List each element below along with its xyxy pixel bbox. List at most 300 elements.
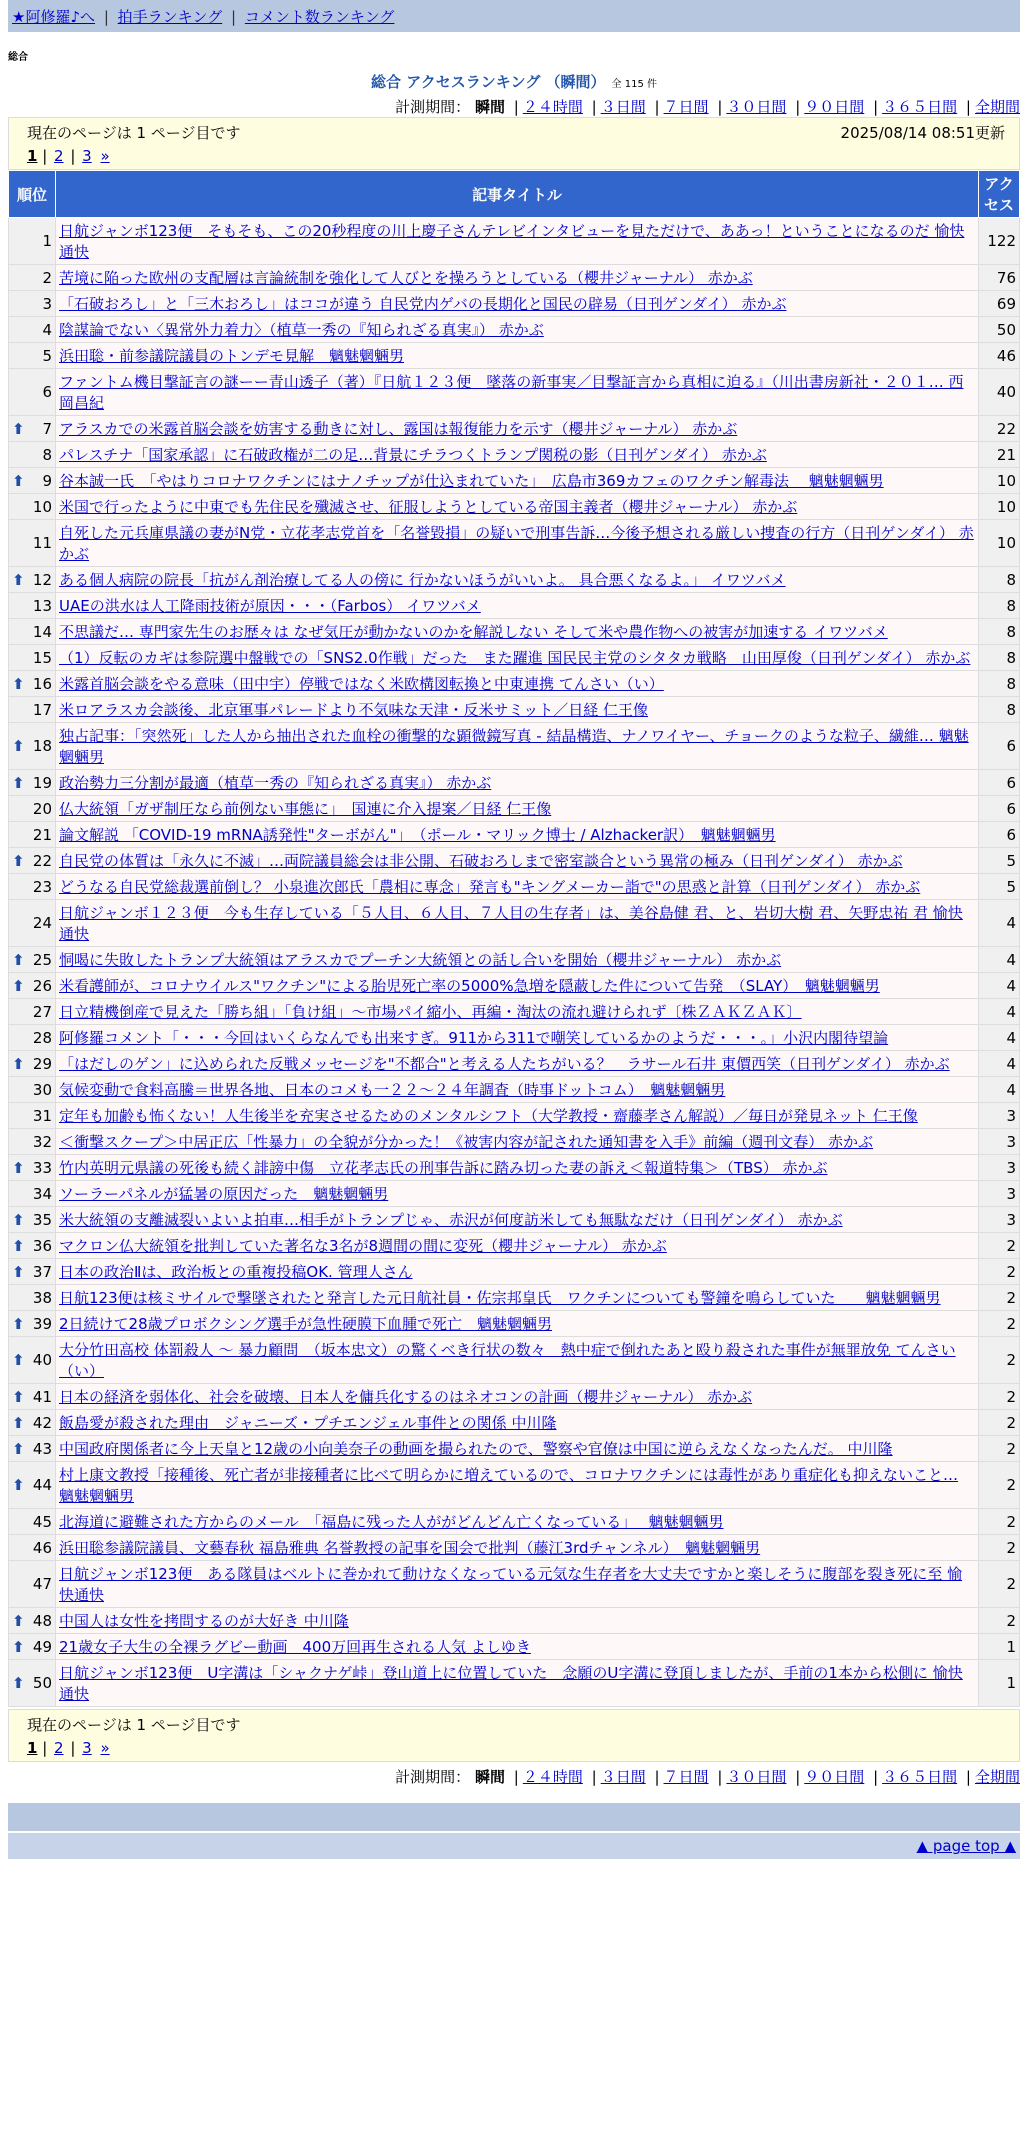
rank-number: 8 bbox=[42, 445, 52, 464]
table-row bbox=[9, 697, 1020, 723]
title-cell bbox=[56, 1181, 979, 1207]
table-row bbox=[9, 770, 1020, 796]
access-count: 4 bbox=[979, 999, 1020, 1025]
article-title-link[interactable]: ソーラーパネルが猛暑の原因だった 魑魅魍魎男 bbox=[59, 1185, 389, 1203]
rank-cell bbox=[9, 723, 56, 770]
page-2-link[interactable]: 2 bbox=[54, 147, 64, 165]
period-separator: | bbox=[873, 1768, 879, 1786]
table-row bbox=[9, 645, 1020, 671]
total-count: 全 115 件 bbox=[611, 79, 657, 90]
rank-cell bbox=[9, 494, 56, 520]
access-count: 2 bbox=[979, 1285, 1020, 1311]
title-cell bbox=[56, 697, 979, 723]
rank-number: 41 bbox=[32, 1387, 52, 1406]
table-row bbox=[9, 1311, 1020, 1337]
article-title-link[interactable]: 北海道に避難された方からのメール 「福島に残った人ががどんどん亡くなっている」 魑魅魍魎男 bbox=[59, 1513, 724, 1531]
access-count: 8 bbox=[979, 697, 1020, 723]
article-title-link[interactable]: 仏大統領「ガザ制圧なら前例ない事態に」 国連に介入提案／日経 仁王像 bbox=[59, 800, 552, 818]
table-row bbox=[9, 1384, 1020, 1410]
rank-cell bbox=[9, 416, 56, 442]
period-separator: | bbox=[591, 1768, 597, 1786]
article-title-link[interactable]: どうなる自民党総裁選前倒し？ 小泉進次郎氏「農相に専念」発言も"キングメーカー詣で"の思惑と計算（日刊ゲンダイ） 赤かぶ bbox=[59, 878, 921, 896]
rank-cell bbox=[9, 369, 56, 416]
rank-up-arrow-icon: ⬆ bbox=[12, 1637, 25, 1656]
rank-cell bbox=[9, 343, 56, 369]
period-selector bbox=[8, 96, 1020, 117]
access-count: 3 bbox=[979, 1155, 1020, 1181]
period-all-link[interactable]: 全期間 bbox=[974, 98, 1020, 116]
article-title-link[interactable]: ファントム機目撃証言の謎ーー青山透子（著）『日航１２３便 墜落の新事実／目撃証言から真相に迫る』（川出書房新社・２０１… 西岡昌紀 bbox=[59, 373, 964, 412]
rank-up-arrow-icon: ⬆ bbox=[12, 1054, 25, 1073]
access-count: 2 bbox=[979, 1436, 1020, 1462]
access-count: 6 bbox=[979, 822, 1020, 848]
table-row bbox=[9, 416, 1020, 442]
article-title-link[interactable]: 日本の経済を弱体化、社会を破壊、日本人を傭兵化するのはネオコンの計画（櫻井ジャーナル） 赤かぶ bbox=[59, 1388, 753, 1406]
rank-cell bbox=[9, 1207, 56, 1233]
article-title-link[interactable]: 2日続けて28歳プロボクシング選手が急性硬膜下血腫で死亡 魑魅魍魎男 bbox=[59, 1315, 552, 1333]
rank-cell bbox=[9, 218, 56, 265]
page-3-link[interactable]: 3 bbox=[82, 1739, 92, 1757]
rank-cell bbox=[9, 874, 56, 900]
rank-up-arrow-icon: ⬆ bbox=[12, 1387, 25, 1406]
pagination-bottom: 1 | 2 | 3 » bbox=[27, 1739, 110, 1757]
title-cell bbox=[56, 369, 979, 416]
table-row bbox=[9, 1077, 1020, 1103]
article-title-link[interactable]: ＜衝撃スクープ＞中居正広「性暴力」の全貌が分かった！《被害内容が記された通知書を入手》前編（週刊文春） 赤かぶ bbox=[59, 1133, 874, 1151]
table-row bbox=[9, 1051, 1020, 1077]
rank-up-arrow-icon: ⬆ bbox=[12, 1210, 25, 1229]
access-count: 69 bbox=[979, 291, 1020, 317]
rank-cell bbox=[9, 947, 56, 973]
asyura-home-link[interactable]: ★阿修羅♪へ bbox=[12, 8, 96, 26]
rank-number: 25 bbox=[32, 950, 52, 969]
rank-number: 45 bbox=[32, 1512, 52, 1531]
page-top-link[interactable]: ▲ page top ▲ bbox=[916, 1837, 1016, 1855]
top-nav-bar bbox=[8, 0, 1020, 32]
title-cell bbox=[56, 1025, 979, 1051]
article-title-link[interactable]: ある個人病院の院長「抗がん剤治療してる人の傍に 行かないほうがいいよ。 具合悪くなるよ。」 イワツバメ bbox=[59, 571, 786, 589]
article-title-link[interactable]: 政治勢力三分割が最適（植草一秀の『知られざる真実』） 赤かぶ bbox=[59, 774, 492, 792]
article-title-link[interactable]: 米国で行ったように中東でも先住民を殲滅させ、征服しようとしている帝国主義者（櫻井ジャーナル） 赤かぶ bbox=[59, 498, 798, 516]
rank-number: 10 bbox=[32, 497, 52, 516]
rank-number: 13 bbox=[32, 596, 52, 615]
rank-number: 39 bbox=[32, 1314, 52, 1333]
rank-up-arrow-icon: ⬆ bbox=[12, 1413, 25, 1432]
period-separator: | bbox=[717, 1768, 723, 1786]
period-365d-link[interactable]: ３６５日間 bbox=[882, 98, 958, 116]
access-count: 8 bbox=[979, 645, 1020, 671]
rank-cell bbox=[9, 848, 56, 874]
title-cell bbox=[56, 645, 979, 671]
period-24h-link[interactable]: ２４時間 bbox=[522, 98, 583, 116]
rank-up-arrow-icon: ⬆ bbox=[12, 1476, 25, 1494]
page-1-current: 1 bbox=[27, 1739, 38, 1757]
period-3d-link[interactable]: ３日間 bbox=[600, 98, 646, 116]
article-title-link[interactable]: （1）反転のカギは参院選中盤戦での「SNS2.0作戦」だった また躍進 国民民主党のシタタカ戦略 山田厚俊（日刊ゲンダイ） 赤かぶ bbox=[59, 649, 971, 667]
rank-up-arrow-icon: ⬆ bbox=[12, 737, 25, 755]
rank-number: 37 bbox=[32, 1262, 52, 1281]
rank-number: 43 bbox=[32, 1439, 52, 1458]
rank-cell bbox=[9, 1462, 56, 1509]
table-row bbox=[9, 1233, 1020, 1259]
rank-number: 4 bbox=[42, 320, 52, 339]
period-separator: | bbox=[513, 98, 519, 116]
rank-cell bbox=[9, 999, 56, 1025]
title-cell bbox=[56, 900, 979, 947]
rank-cell bbox=[9, 1051, 56, 1077]
title-cell bbox=[56, 1608, 979, 1634]
table-row bbox=[9, 369, 1020, 416]
article-title-link[interactable]: 苦境に陥った欧州の支配層は言論統制を強化して人びとを操ろうとしている（櫻井ジャーナル） 赤かぶ bbox=[59, 269, 753, 287]
article-title-link[interactable]: 論文解説 「COVID-19 mRNA誘発性"ターボがん"」 （ポール・マリック博士 / Alzhacker訳） 魑魅魍魎男 bbox=[59, 826, 776, 844]
article-title-link[interactable]: アラスカでの米露首脳会談を妨害する動きに対し、露国は報復能力を示す（櫻井ジャーナル） 赤かぶ bbox=[59, 420, 738, 438]
access-count: 2 bbox=[979, 1535, 1020, 1561]
title-cell bbox=[56, 1509, 979, 1535]
period-current: 瞬間 bbox=[474, 1768, 505, 1786]
article-title-link[interactable]: 「石破おろし」と「三木おろし」はココが違う 自民党内ゲバの長期化と国民の辟易（日刊ゲンダイ） 赤かぶ bbox=[59, 295, 787, 313]
table-row bbox=[9, 468, 1020, 494]
rank-number: 26 bbox=[32, 976, 52, 995]
rank-number: 15 bbox=[32, 648, 52, 667]
table-row bbox=[9, 265, 1020, 291]
table-row bbox=[9, 593, 1020, 619]
title-cell bbox=[56, 770, 979, 796]
access-count: 2 bbox=[979, 1259, 1020, 1285]
title-cell bbox=[56, 1233, 979, 1259]
updated-timestamp: 2025/08/14 08:51更新 bbox=[840, 124, 1005, 142]
rank-cell bbox=[9, 619, 56, 645]
article-title-link[interactable]: 自死した元兵庫県議の妻がN党・立花孝志党首を「名誉毀損」の疑いで刑事告訴…今後予想される厳しい捜査の行方（日刊ゲンダイ） 赤かぶ bbox=[59, 524, 974, 563]
rank-cell bbox=[9, 645, 56, 671]
title-cell bbox=[56, 723, 979, 770]
page-info-box-bottom bbox=[8, 1709, 1020, 1762]
period-separator: | bbox=[717, 98, 723, 116]
period-3d-link[interactable]: ３日間 bbox=[600, 1768, 646, 1786]
rank-number: 31 bbox=[32, 1106, 52, 1125]
rank-cell bbox=[9, 1337, 56, 1384]
article-title-link[interactable]: 飯島愛が殺された理由 ジャニーズ・プチエンジェル事件との関係 中川隆 bbox=[59, 1414, 557, 1432]
rank-number: 7 bbox=[42, 419, 52, 438]
rank-cell bbox=[9, 593, 56, 619]
article-title-link[interactable]: 米ロアラスカ会談後、北京軍事パレードより不気味な天津・反米サミット／日経 仁王像 bbox=[59, 701, 649, 719]
title-cell bbox=[56, 1462, 979, 1509]
period-selector-bottom bbox=[8, 1766, 1020, 1787]
title-cell bbox=[56, 291, 979, 317]
rank-up-arrow-icon: ⬆ bbox=[12, 1439, 25, 1458]
rank-number: 22 bbox=[32, 851, 52, 870]
access-count: 1 bbox=[979, 1660, 1020, 1707]
article-title-link[interactable]: 竹内英明元県議の死後も続く誹謗中傷 立花孝志氏の刑事告訴に踏み切った妻の訴え＜報道特集＞（TBS） 赤かぶ bbox=[59, 1159, 828, 1177]
rank-cell bbox=[9, 1311, 56, 1337]
article-title-link[interactable]: 大分竹田高校 体罰殺人 ～ 暴力顧問 （坂本忠文）の驚くべき行状の数々 熱中症で倒れたあと殴り殺された事件が無罪放免 てんさい（い） bbox=[59, 1341, 956, 1380]
period-90d-link[interactable]: ９０日間 bbox=[804, 98, 865, 116]
rank-up-arrow-icon: ⬆ bbox=[12, 1314, 25, 1333]
page-3-link[interactable]: 3 bbox=[82, 147, 92, 165]
rank-cell bbox=[9, 520, 56, 567]
applause-ranking-link[interactable]: 拍手ランキング bbox=[117, 8, 223, 26]
access-count: 1 bbox=[979, 1634, 1020, 1660]
rank-up-arrow-icon: ⬆ bbox=[12, 1674, 25, 1692]
rank-cell bbox=[9, 1384, 56, 1410]
title-cell bbox=[56, 520, 979, 567]
rank-number: 33 bbox=[32, 1158, 52, 1177]
article-title-link[interactable]: 日航ジャンボ123便 そもそも、この20秒程度の川上慶子さんテレビインタビューを見ただけで、ああっ！ということになるのだ 愉快通快 bbox=[59, 222, 965, 261]
table-row bbox=[9, 1155, 1020, 1181]
access-count: 122 bbox=[979, 218, 1020, 265]
article-title-link[interactable]: 谷本誠一氏 「やはりコロナワクチンにはナノチップが仕込まれていた」 広島市369カフェのワクチン解毒法 魑魅魍魎男 bbox=[59, 472, 884, 490]
comment-ranking-link[interactable]: コメント数ランキング bbox=[244, 8, 395, 26]
rank-number: 32 bbox=[32, 1132, 52, 1151]
table-row bbox=[9, 1207, 1020, 1233]
bottom-bar bbox=[8, 1803, 1020, 1831]
table-row bbox=[9, 619, 1020, 645]
title-cell bbox=[56, 343, 979, 369]
rank-cell bbox=[9, 900, 56, 947]
article-title-link[interactable]: 日航ジャンボ１２３便 今も生存している「５人目、６人目、７人目の生存者」は、美谷島健 君、と、岩切大樹 君、矢野忠祐 君 愉快通快 bbox=[59, 904, 963, 943]
table-row bbox=[9, 520, 1020, 567]
title-cell bbox=[56, 1259, 979, 1285]
period-label: 計測期間： bbox=[395, 1768, 471, 1786]
ranking-table-body bbox=[9, 218, 1020, 1707]
rank-number: 44 bbox=[32, 1476, 52, 1494]
title-cell bbox=[56, 442, 979, 468]
table-row bbox=[9, 999, 1020, 1025]
rank-cell bbox=[9, 1077, 56, 1103]
article-title-link[interactable]: マクロン仏大統領を批判していた著名な3名が8週間の間に変死（櫻井ジャーナル） 赤かぶ bbox=[59, 1237, 667, 1255]
access-count: 6 bbox=[979, 770, 1020, 796]
rank-cell bbox=[9, 1561, 56, 1608]
article-title-link[interactable]: 日航ジャンボ123便 U字溝は「シャクナゲ峠」登山道上に位置していた 念願のU字溝に登頂しましたが、手前の1本から松側に 愉快通快 bbox=[59, 1664, 963, 1703]
rank-number: 29 bbox=[32, 1054, 52, 1073]
article-title-link[interactable]: 阿修羅コメント「・・・今回はいくらなんでも出来すぎ。911から311で嘲笑しているかのようだ・・・。」小沢内閣待望論 bbox=[59, 1029, 889, 1047]
table-row bbox=[9, 442, 1020, 468]
access-count: 3 bbox=[979, 1129, 1020, 1155]
rank-up-arrow-icon: ⬆ bbox=[12, 1236, 25, 1255]
nav-separator: | bbox=[231, 8, 237, 26]
article-title-link[interactable]: 定年も加齢も怖くない！人生後半を充実させるためのメンタルシフト（大学教授・齋藤孝さん解説）／毎日が発見ネット 仁王像 bbox=[59, 1107, 918, 1125]
rank-up-arrow-icon: ⬆ bbox=[12, 1351, 25, 1369]
current-page-text: 現在のページは 1 ページ目です bbox=[27, 124, 241, 142]
period-365d-link[interactable]: ３６５日間 bbox=[882, 1768, 958, 1786]
title-cell bbox=[56, 1436, 979, 1462]
period-all-link[interactable]: 全期間 bbox=[974, 1768, 1020, 1786]
title-cell bbox=[56, 1384, 979, 1410]
article-title-link[interactable]: 村上康文教授「接種後、死亡者が非接種者に比べて明らかに増えているので、コロナワクチンには毒性があり重症化も抑えないこと… 魑魅魍魎男 bbox=[59, 1466, 958, 1505]
header-rank: 順位 bbox=[9, 171, 56, 218]
rank-up-arrow-icon: ⬆ bbox=[12, 471, 25, 490]
rank-cell bbox=[9, 1660, 56, 1707]
table-row bbox=[9, 1025, 1020, 1051]
access-count: 2 bbox=[979, 1233, 1020, 1259]
table-row bbox=[9, 317, 1020, 343]
table-row bbox=[9, 1608, 1020, 1634]
rank-number: 2 bbox=[42, 268, 52, 287]
period-separator: | bbox=[654, 1768, 660, 1786]
title-cell bbox=[56, 1410, 979, 1436]
article-title-link[interactable]: 日立精機倒産で見えた「勝ち組」「負け組」～市場パイ縮小、再編・淘汰の流れ避けられず〔株ＺＡＫＺＡＫ〕 bbox=[59, 1003, 802, 1021]
rank-cell bbox=[9, 697, 56, 723]
rank-number: 50 bbox=[32, 1674, 52, 1692]
table-header-row bbox=[9, 171, 1020, 218]
next-page-link[interactable]: » bbox=[100, 147, 110, 165]
article-title-link[interactable]: 「はだしのゲン」に込められた反戦メッセージを"不都合"と考える人たちがいる？ ラサール石井 東價西笑（日刊ゲンダイ） 赤かぶ bbox=[59, 1055, 950, 1073]
title-cell bbox=[56, 671, 979, 697]
title-cell bbox=[56, 1561, 979, 1608]
rank-number: 28 bbox=[32, 1028, 52, 1047]
rank-cell bbox=[9, 1129, 56, 1155]
title-cell bbox=[56, 1129, 979, 1155]
rank-cell bbox=[9, 1285, 56, 1311]
table-row bbox=[9, 973, 1020, 999]
table-row bbox=[9, 1181, 1020, 1207]
rank-cell bbox=[9, 973, 56, 999]
access-count: 40 bbox=[979, 369, 1020, 416]
title-cell bbox=[56, 593, 979, 619]
article-title-link[interactable]: 米大統領の支離滅裂いよいよ拍車…相手がトランプじゃ、赤沢が何度訪米しても無駄なだけ（日刊ゲンダイ） 赤かぶ bbox=[59, 1211, 843, 1229]
rank-cell bbox=[9, 822, 56, 848]
rank-number: 11 bbox=[32, 534, 52, 552]
access-count: 4 bbox=[979, 900, 1020, 947]
table-row bbox=[9, 567, 1020, 593]
rank-number: 47 bbox=[32, 1575, 52, 1593]
article-title-link[interactable]: 日航123便は核ミサイルで撃墜されたと発言した元日航社員・佐宗邦皇氏 ワクチンについても警鐘を鳴らしていた 魑魅魍魎男 bbox=[59, 1289, 941, 1307]
access-count: 4 bbox=[979, 1051, 1020, 1077]
rank-cell bbox=[9, 1259, 56, 1285]
article-title-link[interactable]: 浜田聡参議院議員、文藝春秋 福島雅典 名誉教授の記事を国会で批判（藤江3rdチャンネル） 魑魅魍魎男 bbox=[59, 1539, 761, 1557]
access-count: 10 bbox=[979, 494, 1020, 520]
page-top-bar bbox=[8, 1833, 1020, 1859]
table-row bbox=[9, 1103, 1020, 1129]
article-title-link[interactable]: 独占記事：「突然死」した人から抽出された血栓の衝撃的な顕微鏡写真 - 結晶構造、ナノワイヤー、チョークのような粒子、繊維… 魑魅魍魎男 bbox=[59, 727, 969, 766]
rank-up-arrow-icon: ⬆ bbox=[12, 1262, 25, 1281]
access-count: 2 bbox=[979, 1509, 1020, 1535]
title-cell bbox=[56, 1077, 979, 1103]
title-cell bbox=[56, 416, 979, 442]
section-label: 総合 bbox=[8, 52, 28, 63]
period-90d-link[interactable]: ９０日間 bbox=[804, 1768, 865, 1786]
period-separator: | bbox=[591, 98, 597, 116]
rank-number: 48 bbox=[32, 1611, 52, 1630]
period-separator: | bbox=[965, 1768, 971, 1786]
title-cell bbox=[56, 1103, 979, 1129]
table-row bbox=[9, 874, 1020, 900]
rank-number: 36 bbox=[32, 1236, 52, 1255]
access-count: 6 bbox=[979, 723, 1020, 770]
article-title-link[interactable]: 浜田聡・前参議院議員のトンデモ見解 魑魅魍魎男 bbox=[59, 347, 405, 365]
period-7d-link[interactable]: ７日間 bbox=[663, 98, 709, 116]
rank-cell bbox=[9, 1608, 56, 1634]
article-title-link[interactable]: 不思議だ… 専門家先生のお歴々は なぜ気圧が動かないのかを解説しない そして米や農作物への被害が加速する イワツバメ bbox=[59, 623, 888, 641]
article-title-link[interactable]: 恫喝に失敗したトランプ大統領はアラスカでプーチン大統領との話し合いを開始（櫻井ジャーナル） 赤かぶ bbox=[59, 951, 782, 969]
article-title-link[interactable]: 陰謀論でない〈異常外力着力〉（植草一秀の『知られざる真実』） 赤かぶ bbox=[59, 321, 544, 339]
rank-cell bbox=[9, 1535, 56, 1561]
title-cell bbox=[56, 1207, 979, 1233]
rank-cell bbox=[9, 1103, 56, 1129]
period-separator: | bbox=[513, 1768, 519, 1786]
rank-number: 17 bbox=[32, 700, 52, 719]
title-cell bbox=[56, 567, 979, 593]
ranking-table bbox=[8, 170, 1020, 1707]
period-30d-link[interactable]: ３０日間 bbox=[726, 1768, 787, 1786]
rank-up-arrow-icon: ⬆ bbox=[12, 1611, 25, 1630]
rank-number: 42 bbox=[32, 1413, 52, 1432]
table-row bbox=[9, 900, 1020, 947]
table-row bbox=[9, 1462, 1020, 1509]
period-7d-link[interactable]: ７日間 bbox=[663, 1768, 709, 1786]
access-count: 4 bbox=[979, 1025, 1020, 1051]
table-row bbox=[9, 848, 1020, 874]
article-title-link[interactable]: 中国人は女性を拷問するのが大好き 中川隆 bbox=[59, 1612, 349, 1630]
rank-number: 30 bbox=[32, 1080, 52, 1099]
title-cell bbox=[56, 1337, 979, 1384]
period-30d-link[interactable]: ３０日間 bbox=[726, 98, 787, 116]
rank-up-arrow-icon: ⬆ bbox=[12, 570, 25, 589]
access-count: 3 bbox=[979, 1181, 1020, 1207]
table-row bbox=[9, 1129, 1020, 1155]
article-title-link[interactable]: 米看護師が、コロナウイルス"ワクチン"による胎児死亡率の5000%急増を隠蔽した件について告発 （SLAY） 魑魅魍魎男 bbox=[59, 977, 880, 995]
page-2-link[interactable]: 2 bbox=[54, 1739, 64, 1757]
article-title-link[interactable]: 米露首脳会談をやる意味（田中宇）停戦ではなく米欧構図転換と中東連携 てんさい（い） bbox=[59, 675, 664, 693]
rank-cell bbox=[9, 1233, 56, 1259]
access-count: 10 bbox=[979, 468, 1020, 494]
title-cell bbox=[56, 1051, 979, 1077]
article-title-link[interactable]: 気候変動で食料高騰＝世界各地、日本のコメも一２２～２４年調査（時事ドットコム） 魑魅魍魎男 bbox=[59, 1081, 726, 1099]
rank-cell bbox=[9, 770, 56, 796]
title-cell bbox=[56, 1535, 979, 1561]
rank-number: 35 bbox=[32, 1210, 52, 1229]
page-info-box bbox=[8, 117, 1020, 170]
title-cell bbox=[56, 947, 979, 973]
access-count: 2 bbox=[979, 1561, 1020, 1608]
period-separator: | bbox=[795, 1768, 801, 1786]
access-count: 8 bbox=[979, 593, 1020, 619]
access-count: 2 bbox=[979, 1337, 1020, 1384]
table-row bbox=[9, 1509, 1020, 1535]
rank-number: 18 bbox=[32, 737, 52, 755]
rank-up-arrow-icon: ⬆ bbox=[12, 674, 25, 693]
period-24h-link[interactable]: ２４時間 bbox=[522, 1768, 583, 1786]
table-row bbox=[9, 1410, 1020, 1436]
rank-number: 14 bbox=[32, 622, 52, 641]
article-title-link[interactable]: UAEの洪水は人工降雨技術が原因・・・（Farbos） イワツバメ bbox=[59, 597, 481, 615]
title-cell bbox=[56, 317, 979, 343]
rank-cell bbox=[9, 1509, 56, 1535]
article-title-link[interactable]: 日航ジャンボ123便 ある隊員はベルトに巻かれて動けなくなっている元気な生存者を大丈夫ですかと楽しそうに腹部を裂き死に至 愉快通快 bbox=[59, 1565, 963, 1604]
title-cell bbox=[56, 218, 979, 265]
article-title-link[interactable]: 自民党の体質は「永久に不滅」…両院議員総会は非公開、石破おろしまで密室談合という異常の極み（日刊ゲンダイ） 赤かぶ bbox=[59, 852, 903, 870]
next-page-link[interactable]: » bbox=[100, 1739, 110, 1757]
table-row bbox=[9, 1634, 1020, 1660]
access-count: 8 bbox=[979, 567, 1020, 593]
article-title-link[interactable]: 日本の政治Ⅱは、政治板との重複投稿OK. 管理人さん bbox=[59, 1263, 413, 1281]
rank-cell bbox=[9, 567, 56, 593]
rank-cell bbox=[9, 317, 56, 343]
rank-number: 12 bbox=[32, 570, 52, 589]
rank-number: 46 bbox=[32, 1538, 52, 1557]
article-title-link[interactable]: パレスチナ「国家承認」に石破政権が二の足…背景にチラつくトランプ関税の影（日刊ゲンダイ） 赤かぶ bbox=[59, 446, 767, 464]
article-title-link[interactable]: 21歳女子大生の全裸ラグビー動画 400万回再生される人気 よしゆき bbox=[59, 1638, 531, 1656]
table-row bbox=[9, 723, 1020, 770]
title-cell bbox=[56, 999, 979, 1025]
rank-cell bbox=[9, 796, 56, 822]
article-title-link[interactable]: 中国政府関係者に今上天皇と12歳の小向美奈子の動画を撮られたので、警察や官僚は中国に逆らえなくなったんだ。 中川隆 bbox=[59, 1440, 893, 1458]
rank-number: 16 bbox=[32, 674, 52, 693]
rank-up-arrow-icon: ⬆ bbox=[12, 851, 25, 870]
table-row bbox=[9, 1535, 1020, 1561]
rank-number: 9 bbox=[42, 471, 52, 490]
title-cell bbox=[56, 848, 979, 874]
title-cell bbox=[56, 1155, 979, 1181]
